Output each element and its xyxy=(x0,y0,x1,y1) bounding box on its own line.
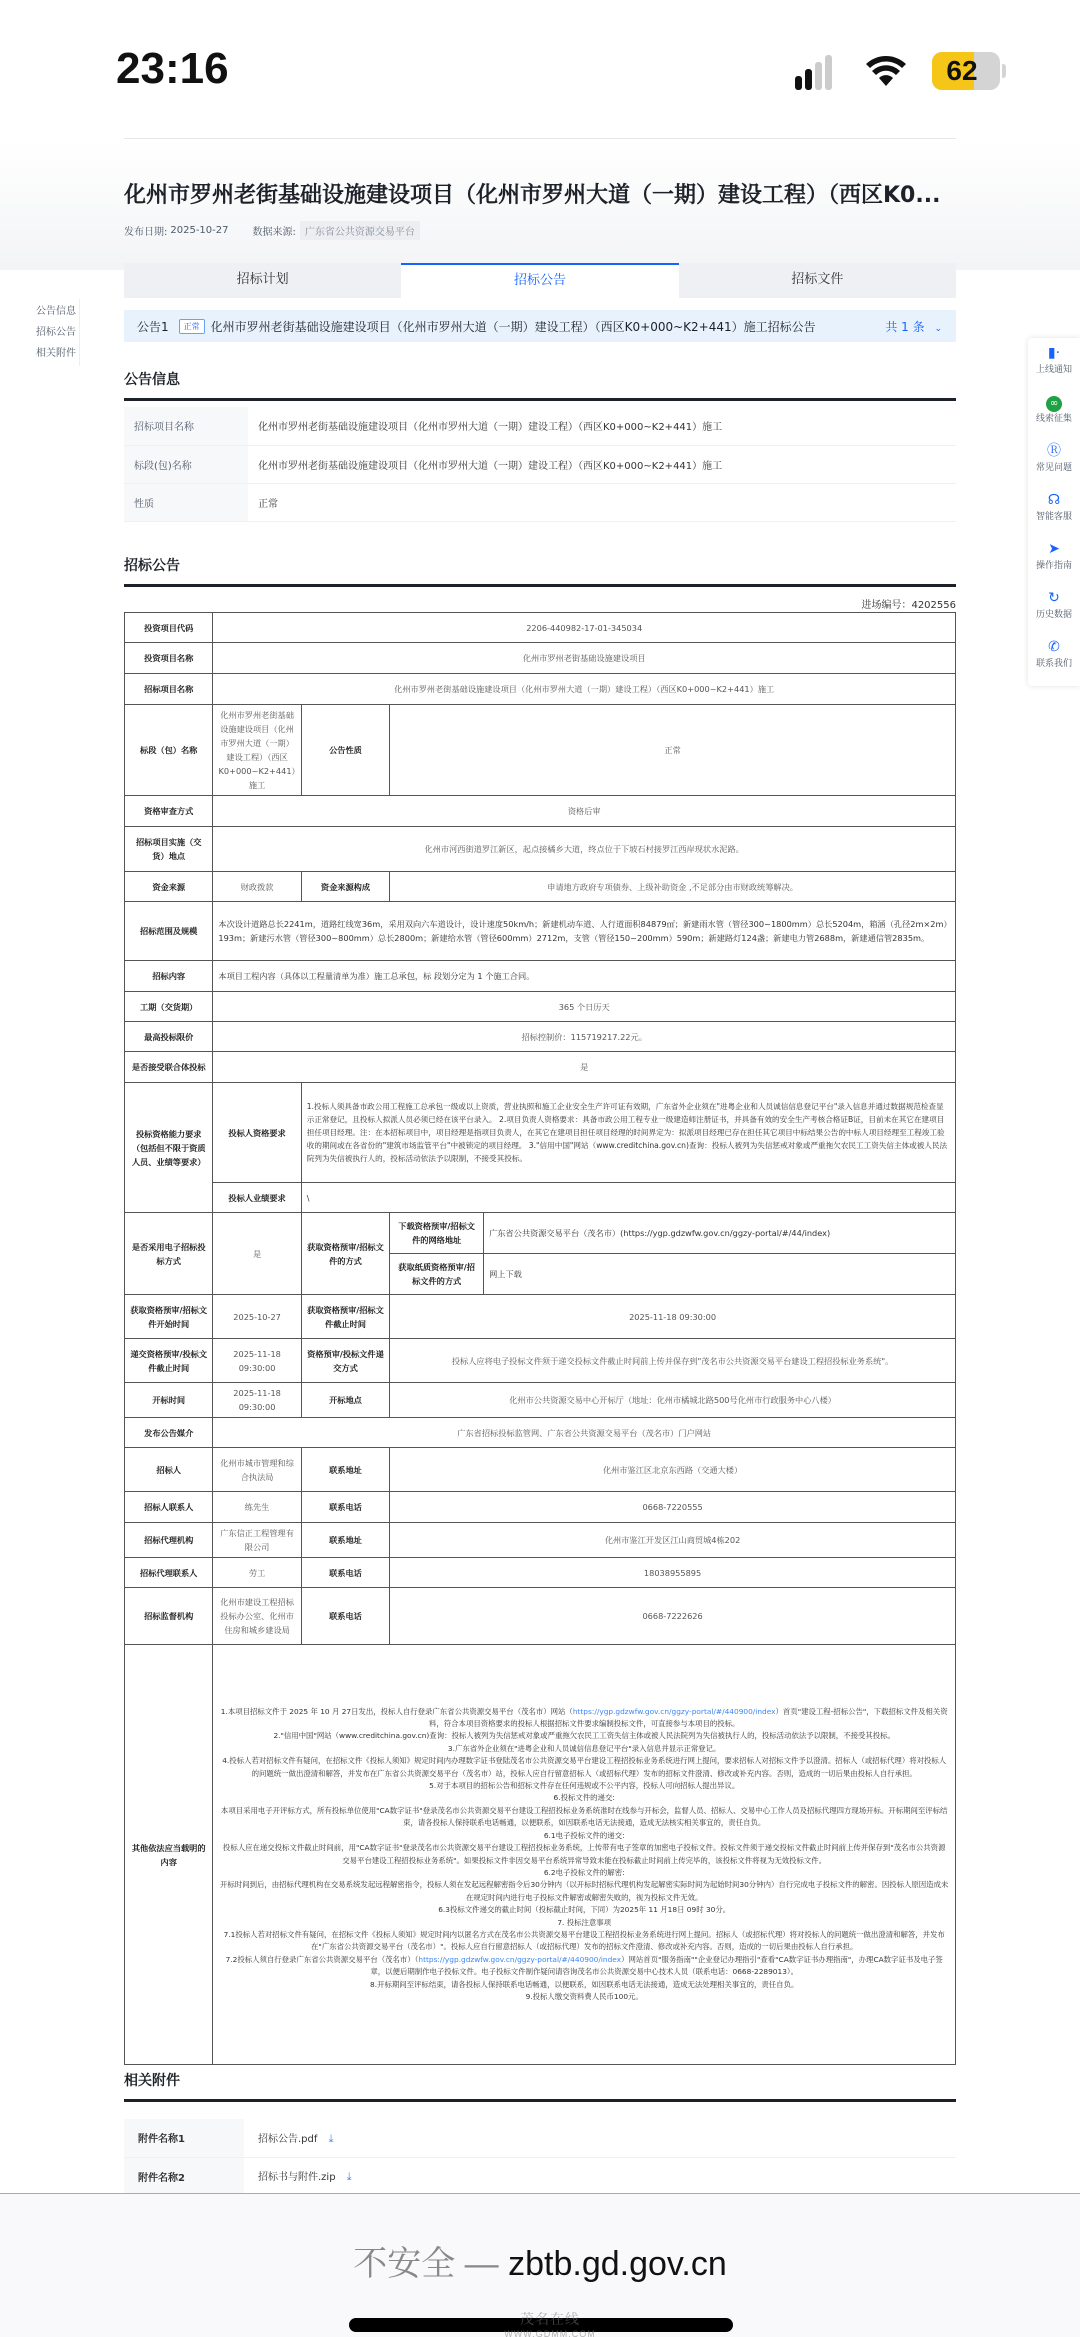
cell-key: 下载资格预审/招标文件的网络地址 xyxy=(390,1213,484,1254)
cell-key: 公告性质 xyxy=(301,705,389,796)
table-row xyxy=(125,1448,956,1492)
paragraph: 7.1投标人若对招标文件有疑问，在招标文件《投标人须知》规定时间内以匿名方式在茂名市公共资源交易平台建设工程招投标业务系统进行网上提问。招标人（或招标代理）将对投标人的问题统一做出澄清和解答，并发布在"广东省公共资源交易平台（茂名市）"。投标人应自行留意招标人（或招标代理）发布的招标文件澄清、修改或补充内容。否则，造成的一切后果由投标人自行承担。 xyxy=(223,1929,945,1952)
cell-key: 招标内容 xyxy=(125,961,213,992)
cell-value: 2206-440982-17-01-345034 xyxy=(213,613,956,643)
other-content xyxy=(213,1645,956,2065)
source-label: 数据来源: xyxy=(252,227,296,238)
cell-value: 劳工 xyxy=(213,1558,301,1588)
table-row xyxy=(125,1183,956,1213)
source-value: 广东省公共资源交易平台 xyxy=(300,221,420,240)
cell-key: 招标人联系人 xyxy=(125,1492,213,1523)
section-heading-notice-info: 公告信息 xyxy=(124,369,956,401)
chevron-down-icon: ⌄ xyxy=(934,323,942,334)
table-row xyxy=(124,2157,956,2195)
cell-key: 获取资格预审/招标文件的方式 xyxy=(301,1213,389,1295)
cell-key: 最高投标限价 xyxy=(125,1022,213,1052)
cell-key: 投资项目名称 xyxy=(125,643,213,674)
notice-info-table xyxy=(124,407,956,522)
cell-value: 广东信正工程管理有限公司 xyxy=(213,1523,301,1558)
info-value: 化州市罗州老街基础设施建设项目（化州市罗州大道（一期）建设工程）（西区K0+000~K2+441）施工 xyxy=(248,407,956,445)
watermark-text: 茂名在线 xyxy=(520,2311,580,2327)
cell-value: 投标人应将电子投标文件须于递交投标文件截止时间前上传并保存到"茂名市公共资源交易平台建设工程招投标业务系统"。 xyxy=(390,1339,956,1383)
cell-key: 联系地址 xyxy=(301,1448,389,1492)
cell-value: 0668-7222626 xyxy=(390,1588,956,1645)
cell-value: 2025-11-18 09:30:00 xyxy=(213,1383,301,1418)
table-row xyxy=(125,1492,956,1523)
paragraph: 6.2电子投标文件的解密: xyxy=(543,1867,625,1877)
table-row xyxy=(125,1339,956,1383)
cell-value: 是 xyxy=(213,1213,301,1295)
cell-value: \ xyxy=(301,1183,955,1213)
cell-key: 投资项目代码 xyxy=(125,613,213,643)
info-value: 化州市罗州老街基础设施建设项目（化州市罗州大道（一期）建设工程）（西区K0+000~K2+441）施工 xyxy=(248,445,956,483)
table-row xyxy=(125,643,956,674)
info-value: 正常 xyxy=(248,483,956,521)
attachment-key: 附件名称2 xyxy=(124,2157,244,2195)
paragraph: 投标人应在递交投标文件截止时间前，用"CA数字证书"登录茂名市公共资源交易平台建设工程招投标业务系统，上传带有电子签章的加密电子投标文件。投标文件须于递交投标文件截止时间前上传并保存到"茂名市公共资源交易平台建设工程招投标业务系统"。如果投标文件非因交易平台系统异常导致未能在投标截止时间前上传完毕的，该投标文件将视为无效投标文件。 xyxy=(222,1843,946,1865)
guide-button[interactable] xyxy=(1028,534,1080,583)
publish-label: 发布日期: xyxy=(124,227,168,238)
contact-label: 联系我们 xyxy=(1035,659,1072,669)
table-row xyxy=(125,1213,956,1254)
cell-key: 联系电话 xyxy=(301,1588,389,1645)
history-label: 历史数据 xyxy=(1035,610,1072,620)
page-title: 化州市罗州老街基础设施建设项目（化州市罗州大道（一期）建设工程）（西区K0... xyxy=(124,183,941,208)
paragraph: 4.投标人若对招标文件有疑问，在招标文件《投标人须知》规定时间内办理数字证书登陆茂名市公共资源交易平台建设工程招投标业务系统进行网上提问，要求招标人对招标文件予以澄清。招标人（或招标代理）将对投标人的问题统一做出澄清和解答，并发布在广东省公共资源交易平台（茂名市）站，投标人应自行留意招标人（或招标代理）发布的招标文件澄清、修改或补充内容。否则，造成的一切后果由投标人自行承担。 xyxy=(222,1756,947,1778)
notice-selector[interactable] xyxy=(124,310,956,342)
table-row xyxy=(124,483,956,521)
online-notice-button[interactable] xyxy=(1028,338,1080,387)
cell-value: 招标控制价：115719217.22元。 xyxy=(213,1022,956,1052)
table-row xyxy=(124,445,956,483)
paragraph: 5.对于本项目的招标公告和招标文件存在任何违规或不公平内容，投标人可向招标人提出异议。 xyxy=(429,1781,740,1791)
side-nav xyxy=(24,299,80,366)
cell-value: 化州市鉴江开发区江山商贸城4栋202 xyxy=(390,1523,956,1558)
tab-bid-plan[interactable]: 招标计划 xyxy=(236,272,289,287)
cell-key: 招标代理机构 xyxy=(125,1523,213,1558)
cell-key: 招标项目名称 xyxy=(125,674,213,705)
cell-value: 化州市城市管理和综合执法局 xyxy=(213,1448,301,1492)
cell-key: 联系电话 xyxy=(301,1558,389,1588)
side-nav-notice-info[interactable]: 公告信息 xyxy=(36,306,76,317)
notice-count[interactable] xyxy=(885,318,942,335)
paragraph: 1.本项目招标文件于 2025 年 10 月 27日发出，投标人自行登录广东省公共资源交易平台（茂名市）网站（https://ygp.gdzwfw.gov.cn/ggzy-portal/#/440900/index）首页"建设工程-招标公告"，下载招标文件及相关资料，符合本项目资格要求的投标人根据招标文件要求编制投标文件，可直接参与本项目的投标。 xyxy=(220,1706,948,1729)
floating-toolbar xyxy=(1028,338,1080,686)
speaker-icon: ▮⋅ xyxy=(1047,345,1061,361)
status-bar xyxy=(0,0,1080,140)
link-icon: ∞ xyxy=(1046,396,1062,412)
page-meta xyxy=(124,221,420,240)
cell-value: 申请地方政府专项债券、上级补助资金 ,不足部分由市财政统筹解决。 xyxy=(390,872,956,902)
cell-key: 是否采用电子招标投标方式 xyxy=(125,1213,213,1295)
cell-key: 招标范围及规模 xyxy=(125,902,213,961)
notice-title: 化州市罗州老街基础设施建设项目（化州市罗州大道（一期）建设工程）（西区K0+000~K2+441）施工招标公告 xyxy=(210,319,816,334)
cell-key: 获取资格预审/招标文件开始时间 xyxy=(125,1295,213,1339)
table-row xyxy=(125,1588,956,1645)
cell-value: 是 xyxy=(213,1052,956,1083)
cell-key: 获取资格预审/招标文件截止时间 xyxy=(301,1295,389,1339)
table-row xyxy=(125,1558,956,1588)
customer-service-button[interactable] xyxy=(1028,485,1080,534)
cell-key: 发布公告媒介 xyxy=(125,1418,213,1448)
cell-key: 资格审查方式 xyxy=(125,796,213,827)
cell-key: 招标项目实施（交货）地点 xyxy=(125,827,213,872)
faq-button[interactable] xyxy=(1028,436,1080,485)
attachment-item[interactable] xyxy=(244,2119,956,2157)
cell-value: 18038955895 xyxy=(390,1558,956,1588)
watermark-sub: WWW.GDMM.COM xyxy=(504,2329,596,2337)
status-time: 23:16 xyxy=(116,44,229,93)
cell-key: 投标人资格要求 xyxy=(213,1083,301,1183)
entry-number: 进场编号：4202556 xyxy=(861,600,956,611)
cell-value: 0668-7220555 xyxy=(390,1492,956,1523)
paragraph: 开标时间到后，由招标代理机构在交易系统发起远程解密指令，投标人须在发起远程解密指令后30分钟内（以开标时招标代理机构发起解密实际时间为起始时间30分钟内）自行完成电子投标文件的解密。因投标人原因造成未在规定时间内进行电子投标文件解密或解密失败的，视为投标文件无效。 xyxy=(220,1880,949,1902)
portal-link[interactable]: https://ygp.gdzwfw.gov.cn/ggzy-portal/#/440900/index xyxy=(418,1954,622,1964)
table-row xyxy=(125,872,956,902)
tab-bid-documents[interactable]: 招标文件 xyxy=(791,272,844,287)
download-url[interactable]: 广东省公共资源交易平台（茂名市）(https://ygp.gdzwfw.gov.cn/ggzy-portal/#/44/index) xyxy=(484,1213,956,1254)
insecure-label: 不安全 — xyxy=(353,2245,499,2283)
notice-count-text: 共 1 条 xyxy=(885,319,925,334)
table-row xyxy=(125,613,956,643)
cell-key: 资格预审/投标文件递交方式 xyxy=(301,1339,389,1383)
history-icon: ↻ xyxy=(1048,590,1060,606)
cell-value: 化州市罗州老街基础设施建设项目 xyxy=(213,643,956,674)
question-icon: Ⓡ xyxy=(1047,443,1061,459)
guide-label: 操作指南 xyxy=(1035,561,1072,571)
cell-value: 365 个日历天 xyxy=(213,992,956,1022)
cell-value: 化州市建设工程招标投标办公室、化州市住房和城乡建设局 xyxy=(213,1588,301,1645)
paragraph: 本项目采用电子开评标方式，所有投标单位使用"CA数字证书"登录茂名市公共资源交易平台建设工程招投标业务系统准时在线参与开标会，监督人员、招标人、交易中心工作人员及招标代理四方现场开标。开标期间至评标结束，请各投标人保持联系电话畅通，以便联系，如因联系电话无法接通，造成无法核实相关事宜的，责任自负。 xyxy=(220,1805,948,1828)
table-row xyxy=(125,992,956,1022)
paragraph: 3.广东省外企业须在"进粤企业和人员诚信信息登记平台"录入信息并显示正常登记。 xyxy=(447,1743,721,1753)
table-row xyxy=(125,1523,956,1558)
domain-text: zbtb.gd.gov.cn xyxy=(508,2245,727,2283)
paragraph: 7. 投标注意事项 xyxy=(557,1917,612,1927)
cell-key: 招标监督机构 xyxy=(125,1588,213,1645)
cell-key: 资金来源构成 xyxy=(301,872,389,902)
download-icon[interactable]: ⤓ xyxy=(346,2170,352,2183)
cell-value: 本项目工程内容（具体以工程量清单为准）施工总承包，标 段划分定为 1 个施工合同。 xyxy=(213,961,956,992)
send-icon: ➤ xyxy=(1048,541,1060,557)
info-key: 性质 xyxy=(124,483,248,521)
battery-level: 62 xyxy=(946,55,978,86)
table-row xyxy=(125,1295,956,1339)
cell-value: 正常 xyxy=(390,705,956,796)
clue-collection-label: 线索征集 xyxy=(1035,414,1072,424)
cell-value: 化州市公共资源交易中心开标厅（地址：化州市橘城北路500号化州市行政服务中心八楼） xyxy=(390,1383,956,1418)
table-row xyxy=(124,2119,956,2157)
cell-key: 递交资格预审/投标文件截止时间 xyxy=(125,1339,213,1383)
attachments-table xyxy=(124,2119,956,2196)
watermark xyxy=(450,2309,650,2337)
table-row xyxy=(125,827,956,872)
cell-value: 练先生 xyxy=(213,1492,301,1523)
cell-key: 联系电话 xyxy=(301,1492,389,1523)
cell-value: 广东省招标投标监管网、广东省公共资源交易平台（茂名市）门户网站 xyxy=(213,1418,956,1448)
clue-collection-button[interactable] xyxy=(1028,387,1080,436)
cell-value: 2025-10-27 xyxy=(213,1295,301,1339)
table-row xyxy=(125,961,956,992)
cell-key: 其他依法应当载明的内容 xyxy=(125,1645,213,2065)
headset-icon: ☊ xyxy=(1047,492,1061,508)
battery-icon xyxy=(932,52,1000,90)
cell-value: 网上下载 xyxy=(484,1254,956,1295)
faq-label: 常见问题 xyxy=(1035,463,1072,473)
side-nav-attachments[interactable]: 相关附件 xyxy=(36,348,76,359)
table-row xyxy=(125,796,956,827)
cell-value: 资格后审 xyxy=(213,796,956,827)
cell-value: 财政拨款 xyxy=(213,872,301,902)
portal-link[interactable]: https://ygp.gdzwfw.gov.cn/ggzy-portal/#/440900/index xyxy=(572,1706,776,1716)
attachment-item[interactable] xyxy=(244,2157,956,2195)
cell-key: 投标人业绩要求 xyxy=(213,1183,301,1213)
paragraph: 2."信用中国"网站（www.creditchina.gov.cn)查询：投标人被列为失信惩戒对象或严重拖欠农民工工资失信主体或被人民法院列为失信被执行人的，投标活动依法予以限制，不接受其投标。 xyxy=(273,1731,895,1741)
table-row xyxy=(125,1022,956,1052)
wifi-icon xyxy=(865,52,907,88)
tab-bid-notice[interactable]: 招标公告 xyxy=(401,263,678,298)
table-row xyxy=(125,1383,956,1418)
cell-key: 开标时间 xyxy=(125,1383,213,1418)
signal-icon xyxy=(795,54,835,90)
paragraph: 6.投标文件的递交: xyxy=(553,1793,615,1803)
paragraph: 6.1电子投标文件的递交: xyxy=(543,1830,625,1840)
table-row xyxy=(125,1052,956,1083)
cell-key: 招标人 xyxy=(125,1448,213,1492)
section-heading-attachments: 相关附件 xyxy=(124,2070,956,2102)
cell-key: 是否接受联合体投标 xyxy=(125,1052,213,1083)
section-heading-bid-notice: 招标公告 xyxy=(124,555,956,587)
customer-service-label: 智能客服 xyxy=(1035,512,1072,522)
table-row xyxy=(125,902,956,961)
table-row xyxy=(125,1418,956,1448)
cell-value: 化州市鉴江区北京东西路（交通大楼） xyxy=(390,1448,956,1492)
cell-key: 联系地址 xyxy=(301,1523,389,1558)
url-display[interactable] xyxy=(0,2236,1080,2285)
cell-value: 化州市罗州老街基础设施建设项目（化州市罗州大道（一期）建设工程）（西区K0+000~K2+441）施工 xyxy=(213,674,956,705)
divider xyxy=(124,138,956,139)
notice-index: 公告1 xyxy=(137,319,169,334)
table-row xyxy=(124,407,956,445)
status-badge: 正常 xyxy=(179,319,205,334)
cell-value: 2025-11-18 09:30:00 xyxy=(390,1295,956,1339)
table-row xyxy=(125,705,956,796)
cell-value: 化州市河西街道罗江新区，起点接橘乡大道，终点位于下坡石村接罗江西岸现状水泥路。 xyxy=(213,827,956,872)
paragraph: 8.开标期间至评标结束，请各投标人保持联系电话畅通，以便联系，如因联系电话无法接通，造成无法处理相关事宜的，责任自负。 xyxy=(370,1979,799,1989)
cell-key: 开标地点 xyxy=(301,1383,389,1418)
battery-tip xyxy=(1002,64,1006,78)
cell-key: 获取纸质资格预审/招标文件的方式 xyxy=(390,1254,484,1295)
online-notice-label: 上线通知 xyxy=(1035,365,1072,375)
paragraph: 6.3投标文件递交的截止时间（投标截止时间，下同）为2025年 11 月18日 09时 30分。 xyxy=(438,1905,731,1915)
browser-address-bar[interactable] xyxy=(0,2193,1080,2337)
table-row xyxy=(125,1645,956,2065)
cell-value: 本次设计道路总长2241m，道路红线宽36m，采用双向六车道设计，设计速度50km/h；新建机动车道、人行道面积84879㎡；新建雨水管（管径300~1800mm）总长5204m，箱涵（孔径2m×2m）193m；新建污水管（管径300~800mm）总长2800m；新建给水管（管径600mm）2712m，支管（管径150~200mm）590m；新建路灯124盏；新建电力管2688m，新建通信管2835m。 xyxy=(213,902,956,961)
side-nav-bid-notice[interactable]: 招标公告 xyxy=(36,327,76,338)
attachment-key: 附件名称1 xyxy=(124,2119,244,2157)
phone-icon: ✆ xyxy=(1048,639,1060,655)
cell-key: 投标资格能力要求（包括但不限于资质人员、业绩等要求） xyxy=(125,1083,213,1213)
download-icon[interactable]: ⤓ xyxy=(328,2131,334,2145)
publish-date: 2025-10-27 xyxy=(170,225,229,236)
cell-value: 1.投标人须具备市政公用工程施工总承包一级或以上资质，营业执照和施工企业安全生产许可证有效期，广东省外企业须在"进粤企业和人员诚信信息登记平台"录入信息并通过数据规范检查显示正常登记，且投标人拟派人员必须已经在该平台录入。 2.项目负责人资格要求：具备市政公用工程专业一级建造师注册证书，并具备有效的安全生产考核合格证B证，目前未在其它在建项目担任项目经理。注：在本招标项目中，项目经理是指项目负责人，在其它在建项目担任项目经理的时间界定为：拟派项目经理已存在担任其它项目中标结果公告的中标人项目经理至工程竣工验收的期间或在各省份的"建筑市场监管平台"中被锁定的项目经理。 3."信用中国"网站（www.creditchina.gov.cn)查询：投标人被列为失信惩戒对象或严重拖欠农民工工资失信主体或被人民法院列为失信被执行人的，投标活动依法予以限制，不接受其投标。 xyxy=(301,1083,955,1183)
cell-value: 2025-11-18 09:30:00 xyxy=(213,1339,301,1383)
info-key: 招标项目名称 xyxy=(124,407,248,445)
history-button[interactable] xyxy=(1028,583,1080,632)
info-key: 标段(包)名称 xyxy=(124,445,248,483)
cell-key: 标段（包）名称 xyxy=(125,705,213,796)
attachment-name[interactable]: 招标公告.pdf xyxy=(258,2133,318,2145)
cell-key: 工期（交货期） xyxy=(125,992,213,1022)
cell-value: 化州市罗州老街基础设施建设项目（化州市罗州大道（一期）建设工程）（西区K0+000~K2+441）施工 xyxy=(213,705,301,796)
bid-notice-table xyxy=(124,612,956,2065)
cell-key: 招标代理联系人 xyxy=(125,1558,213,1588)
paragraph: 7.2投标人须自行登录广东省公共资源交易平台（茂名市）（https://ygp.gdzwfw.gov.cn/ggzy-portal/#/440900/index）网站首页"服务指南""企业登记办理指引"查看"CA数字证书办理指南"，办理CA数字证书及电子签章，以便后期制作电子投标文件。电子投标文件制作疑问请咨询茂名市公共资源交易中心技术人员（联系电话：0668-2289013）。 xyxy=(225,1954,943,1977)
tab-bar xyxy=(124,263,956,298)
paragraph: 9.投标人缴交资料费人民币100元。 xyxy=(525,1991,643,2001)
contact-button[interactable] xyxy=(1028,632,1080,681)
attachment-name[interactable]: 招标书与附件.zip xyxy=(258,2172,336,2183)
table-row xyxy=(125,1083,956,1183)
table-row xyxy=(125,674,956,705)
cell-key: 资金来源 xyxy=(125,872,213,902)
